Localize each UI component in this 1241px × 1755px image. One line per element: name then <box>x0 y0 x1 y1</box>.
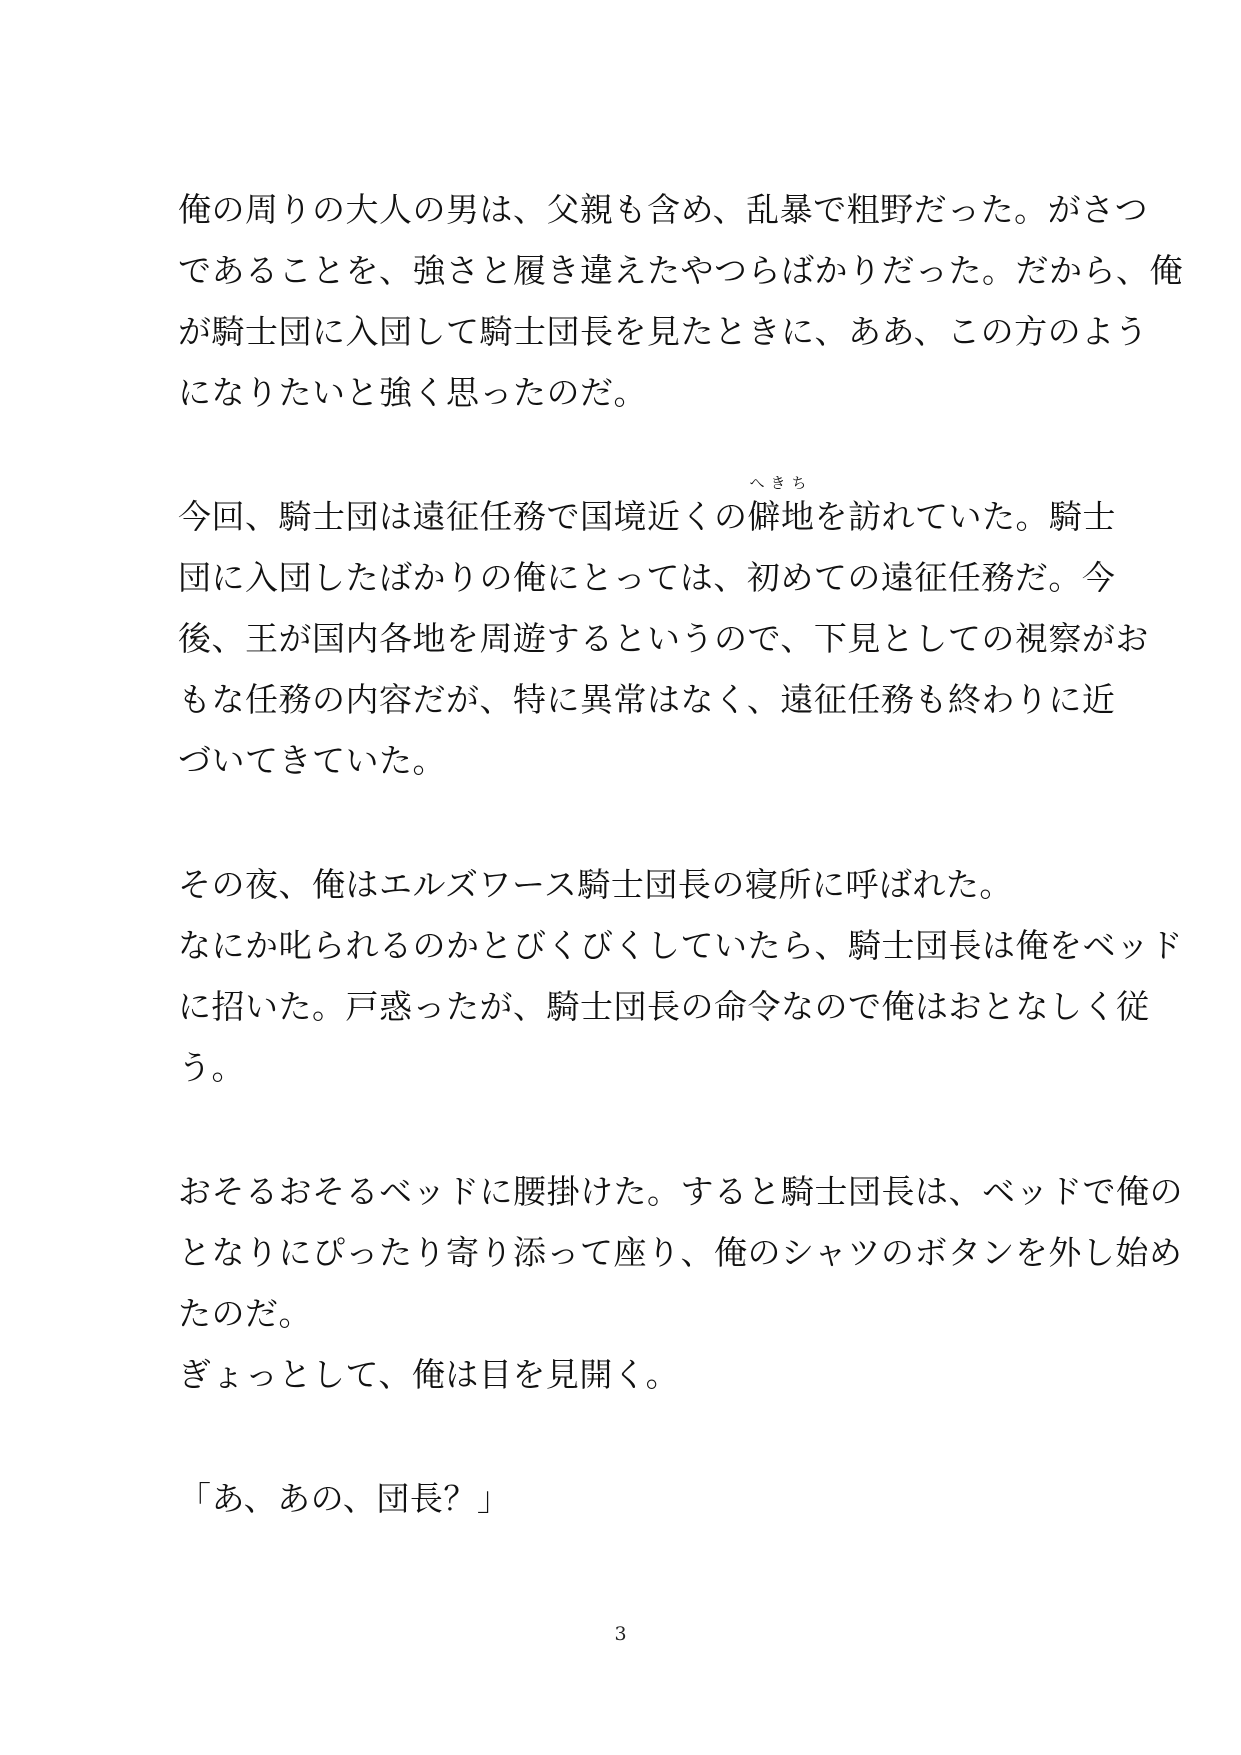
text-line: 後、王が国内各地を周遊するというので、下見としての視察がお <box>178 619 1149 658</box>
text-line: たのだ。 <box>178 1294 312 1333</box>
text-line: ぎょっとして、俺は目を見開く。 <box>178 1355 680 1394</box>
text-line: おそるおそるベッドに腰掛けた。すると騎士団長は、ベッドで俺の <box>178 1172 1183 1211</box>
page-number: 3 <box>614 1623 627 1645</box>
text-line: もな任務の内容だが、特に異常はなく、遠征任務も終わりに近 <box>178 680 1116 719</box>
text-line: 俺の周りの大人の男は、父親も含め、乱暴で粗野だった。がさつ <box>178 190 1149 229</box>
ruby-reading: へきち <box>749 474 813 492</box>
text-line: その夜、俺はエルズワース騎士団長の寝所に呼ばれた。 <box>178 865 1013 904</box>
text-line: う。 <box>178 1048 245 1087</box>
text-line: 団に入団したばかりの俺にとっては、初めての遠征任務だ。今 <box>178 558 1116 597</box>
dialogue-line: 「あ、あの、団長？」 <box>178 1479 511 1518</box>
text-line: なにか叱られるのかとびくびくしていたら、騎士団長は俺をベッド <box>178 926 1183 965</box>
text-line: に招いた。戸惑ったが、騎士団長の命令なので俺はおとなしく従 <box>178 987 1150 1026</box>
ruby-base: 僻地 <box>747 497 815 536</box>
text-line: が騎士団に入団して騎士団長を見たときに、ああ、この方のよう <box>178 312 1149 351</box>
text-segment: を訪れていた。騎士 <box>814 497 1116 536</box>
text-line: であることを、強さと履き違えたやつらばかりだった。だから、俺 <box>178 251 1183 290</box>
text-segment: 今回、騎士団は遠征任務で国境近くの <box>178 497 748 536</box>
ruby-annotation <box>747 474 815 537</box>
text-line: づいてきていた。 <box>178 741 446 780</box>
text-line: となりにぴったり寄り添って座り、俺のシャツのボタンを外し始め <box>178 1233 1183 1272</box>
text-line-with-ruby <box>178 474 1116 537</box>
text-line: になりたいと強く思ったのだ。 <box>178 373 647 412</box>
